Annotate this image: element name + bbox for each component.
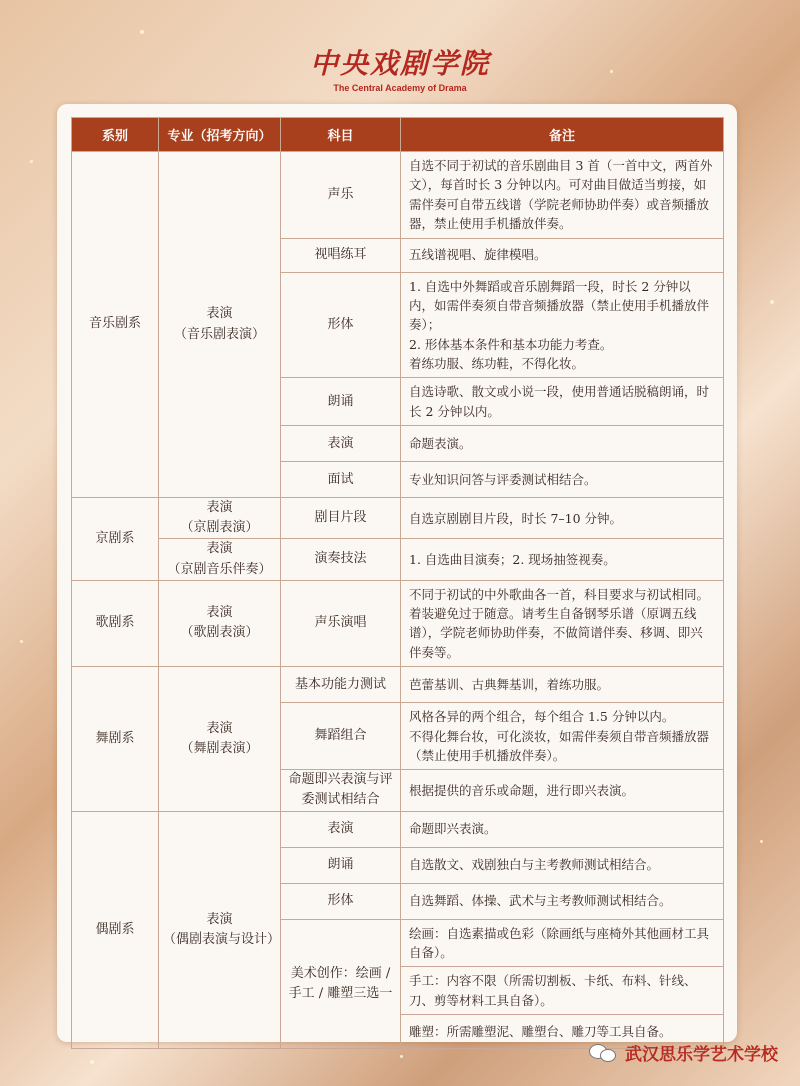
department-cell: 音乐剧系 — [72, 152, 159, 498]
exam-table-card — [57, 104, 737, 1042]
subject-cell: 朗诵 — [281, 847, 401, 883]
subject-cell: 视唱练耳 — [281, 238, 401, 272]
header-subject: 科目 — [281, 118, 401, 152]
logo-chinese-name: 中央戏剧学院 — [309, 47, 490, 80]
note-cell: 自选散文、戏剧独白与主考教师测试相结合。 — [401, 847, 724, 883]
subject-cell: 剧目片段 — [281, 498, 401, 539]
wechat-icon — [589, 1042, 619, 1064]
note-cell: 自选不同于初试的音乐剧曲目 3 首（一首中文，两首外文），每首时长 3 分钟以内。可对曲目做适当剪接，如需伴奏可自带五线谱（学院老师协助伴奏）或音频播放器，禁止使用手机播放伴奏。 — [401, 152, 724, 239]
subject-cell: 命题即兴表演与评委测试相结合 — [281, 770, 401, 811]
note-cell: 五线谱视唱、旋律模唱。 — [401, 238, 724, 272]
table-header-row — [72, 118, 724, 152]
subject-cell: 朗诵 — [281, 378, 401, 426]
note-cell: 风格各异的两个组合，每个组合 1.5 分钟以内。 不得化舞台妆，可化淡妆，如需伴奏须自带音频播放器（禁止使用手机播放伴奏）。 — [401, 703, 724, 770]
note-cell: 命题即兴表演。 — [401, 811, 724, 847]
note-cell: 不同于初试的中外歌曲各一首，科目要求与初试相同。着装避免过于随意。请考生自备钢琴乐谱（原调五线谱），学院老师协助伴奏，不做简谱伴奏、移调、即兴伴奏等。 — [401, 580, 724, 667]
subject-cell: 表演 — [281, 426, 401, 462]
header-department: 系别 — [72, 118, 159, 152]
department-cell: 偶剧系 — [72, 811, 159, 1049]
major-cell: 表演 （舞剧表演） — [159, 667, 281, 811]
logo-english-name: The Central Academy of Drama — [333, 83, 467, 93]
academy-logo — [0, 42, 800, 93]
table-row — [72, 498, 724, 539]
subject-cell: 表演 — [281, 811, 401, 847]
table-row — [72, 580, 724, 667]
subject-cell: 面试 — [281, 462, 401, 498]
subject-cell: 美术创作：绘画 / 手工 / 雕塑三选一 — [281, 919, 401, 1049]
note-cell: 命题表演。 — [401, 426, 724, 462]
note-cell: 专业知识问答与评委测试相结合。 — [401, 462, 724, 498]
subject-cell: 演奏技法 — [281, 539, 401, 580]
major-cell: 表演 （音乐剧表演） — [159, 152, 281, 498]
note-cell: 1. 自选中外舞蹈或音乐剧舞蹈一段，时长 2 分钟以内，如需伴奏须自带音频播放器（禁止使用手机播放伴奏）； 2. 形体基本条件和基本功能力考查。 着练功服、练功鞋，不得化妆。 — [401, 272, 724, 378]
header-major: 专业（招考方向） — [159, 118, 281, 152]
table-row — [72, 152, 724, 239]
major-cell: 表演 （歌剧表演） — [159, 580, 281, 667]
account-name: 武汉思乐学艺术学校 — [625, 1045, 778, 1065]
header-notes: 备注 — [401, 118, 724, 152]
department-cell: 舞剧系 — [72, 667, 159, 811]
note-cell: 芭蕾基训、古典舞基训，着练功服。 — [401, 667, 724, 703]
subject-cell: 基本功能力测试 — [281, 667, 401, 703]
note-cell: 雕塑：所需雕塑泥、雕塑台、雕刀等工具自备。 — [401, 1015, 724, 1049]
exam-subjects-table — [71, 117, 724, 1049]
note-cell: 自选舞蹈、体操、武术与主考教师测试相结合。 — [401, 883, 724, 919]
table-row — [72, 811, 724, 847]
department-cell: 歌剧系 — [72, 580, 159, 667]
subject-cell: 声乐 — [281, 152, 401, 239]
table-row — [72, 539, 724, 580]
subject-cell: 形体 — [281, 272, 401, 378]
note-cell: 1. 自选曲目演奏；2. 现场抽签视奏。 — [401, 539, 724, 580]
note-cell: 绘画：自选素描或色彩（除画纸与座椅外其他画材工具自备）。 — [401, 919, 724, 967]
major-cell: 表演 （偶剧表演与设计） — [159, 811, 281, 1049]
note-cell: 根据提供的音乐或命题，进行即兴表演。 — [401, 770, 724, 811]
note-cell: 自选诗歌、散文或小说一段，使用普通话脱稿朗诵，时长 2 分钟以内。 — [401, 378, 724, 426]
note-cell: 自选京剧剧目片段，时长 7–10 分钟。 — [401, 498, 724, 539]
department-cell: 京剧系 — [72, 498, 159, 581]
table-row — [72, 667, 724, 703]
subject-cell: 舞蹈组合 — [281, 703, 401, 770]
major-cell: 表演 （京剧表演） — [159, 498, 281, 539]
major-cell: 表演 （京剧音乐伴奏） — [159, 539, 281, 580]
wechat-account-watermark — [589, 1040, 778, 1065]
subject-cell: 声乐演唱 — [281, 580, 401, 667]
subject-cell: 形体 — [281, 883, 401, 919]
note-cell: 手工：内容不限（所需切割板、卡纸、布料、针线、刀、剪等材料工具自备）。 — [401, 967, 724, 1015]
